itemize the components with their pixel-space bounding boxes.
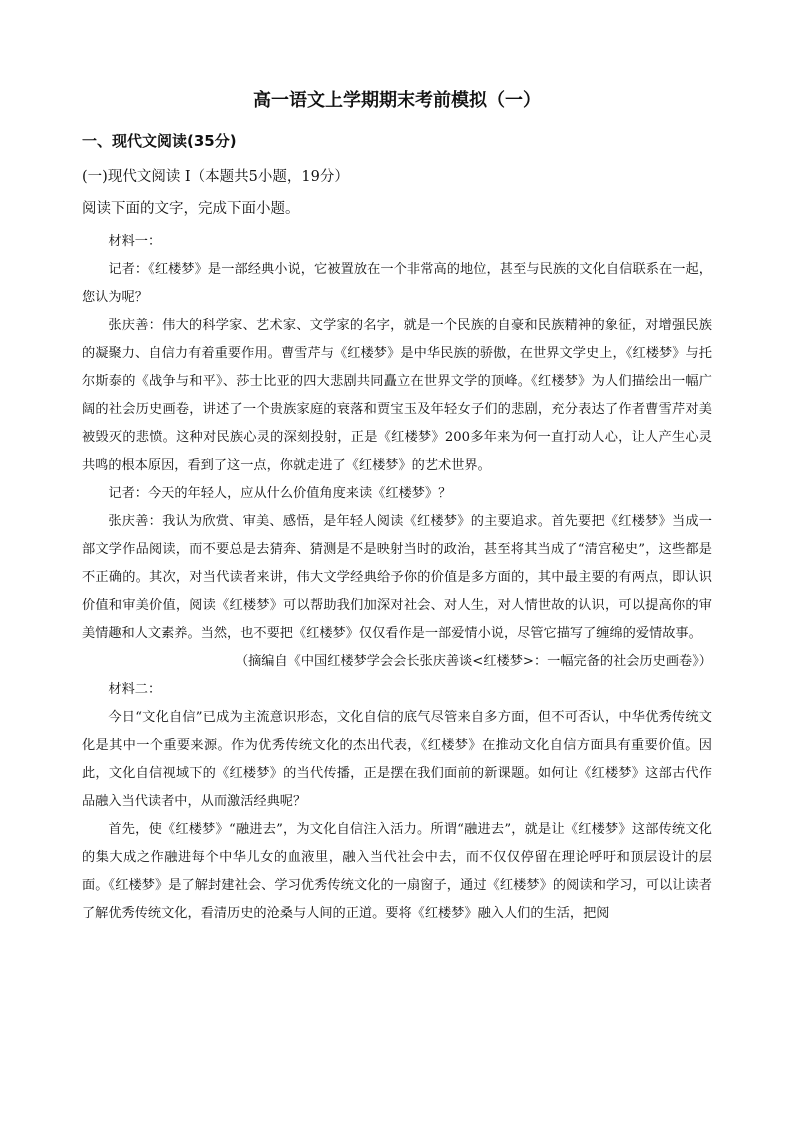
material-label: 材料一： — [108, 234, 162, 249]
source-citation: （摘编自《中国红楼梦学会会长张庆善谈<红楼梦>：一幅完备的社会历史画卷》） — [234, 654, 712, 669]
paragraph: 今日“文化自信”已成为主流意识形态，文化自信的底气尽管来自多方面，但不可否认，中华优秀传统文化是其中一个重要来源。作为优秀传统文化的杰出代表，《红楼梦》在推动文化自信方面具有重要价值。因此，文化自信视域下的《红楼梦》的当代传播，正是摆在我们面前的新课题。如何让《红楼梦》这部古代作品融入当代读者中，从而激活经典呢？ — [82, 710, 712, 809]
paragraph: 记者：《红楼梦》是一部经典小说，它被置放在一个非常高的地位，甚至与民族的文化自信联系在一起，您认为呢？ — [82, 262, 712, 305]
paragraph: 张庆善：伟大的科学家、艺术家、文学家的名字，就是一个民族的自豪和民族精神的象征，对增强民族的凝聚力、自信力有着重要作用。曹雪芹与《红楼梦》是中华民族的骄傲，在世界文学史上，《红楼梦》与托尔斯泰的《战争与和平》、莎士比亚的四大悲剧共同矗立在世界文学的顶峰。《红楼梦》为人们描绘出一幅广阔的社会历史画卷，讲述了一个贵族家庭的衰落和贾宝玉及年轻女子们的悲剧，充分表达了作者曹雪芹对美被毁灭的悲愤。这种对民族心灵的深刻投射，正是《红楼梦》200多年来为何一直打动人心，让人产生心灵共鸣的根本原因，看到了这一点，你就走进了《红楼梦》的艺术世界。 — [82, 318, 712, 473]
instruction-text: 阅读下面的文字，完成下面小题。 — [82, 201, 300, 217]
subsection-heading: (一)现代文阅读 I（本题共5小题，19分） — [82, 169, 349, 185]
document-title: 高一语文上学期期末考前模拟（一） — [253, 90, 541, 111]
material-label: 材料二： — [108, 682, 162, 697]
paragraph: 记者：今天的年轻人，应从什么价值角度来读《红楼梦》？ — [108, 486, 452, 501]
reading-passage — [82, 228, 712, 928]
paragraph: 首先，使《红楼梦》“融进去”，为文化自信注入活力。所谓“融进去”，就是让《红楼梦》这部传统文化的集大成之作融进每个中华儿女的血液里，融入当代社会中去，而不仅仅停留在理论呼吁和顶层设计的层面。《红楼梦》是了解封建社会、学习优秀传统文化的一扇窗子，通过《红楼梦》的阅读和学习，可以让读者了解优秀传统文化，看清历史的沧桑与人间的正道。要将《红楼梦》融入人们的生活，把阅 — [82, 822, 712, 921]
section-heading: 一、现代文阅读(35分) — [82, 132, 237, 150]
paragraph: 张庆善：我认为欣赏、审美、感悟，是年轻人阅读《红楼梦》的主要追求。首先要把《红楼梦》当成一部文学作品阅读，而不要总是去猜奔、猜测是不是映射当时的政治，甚至将其当成了“清宫秘史”，这些都是不正确的。其次，对当代读者来讲，伟大文学经典给予你的价值是多方面的，其中最主要的有两点，即认识价值和审美价值，阅读《红楼梦》可以帮助我们加深对社会、对人生，对人情世故的认识，可以提高你的审美情趣和人文素养。当然，也不要把《红楼梦》仅仅看作是一部爱情小说，尽管它描写了缠绵的爱情故事。 — [82, 514, 712, 641]
